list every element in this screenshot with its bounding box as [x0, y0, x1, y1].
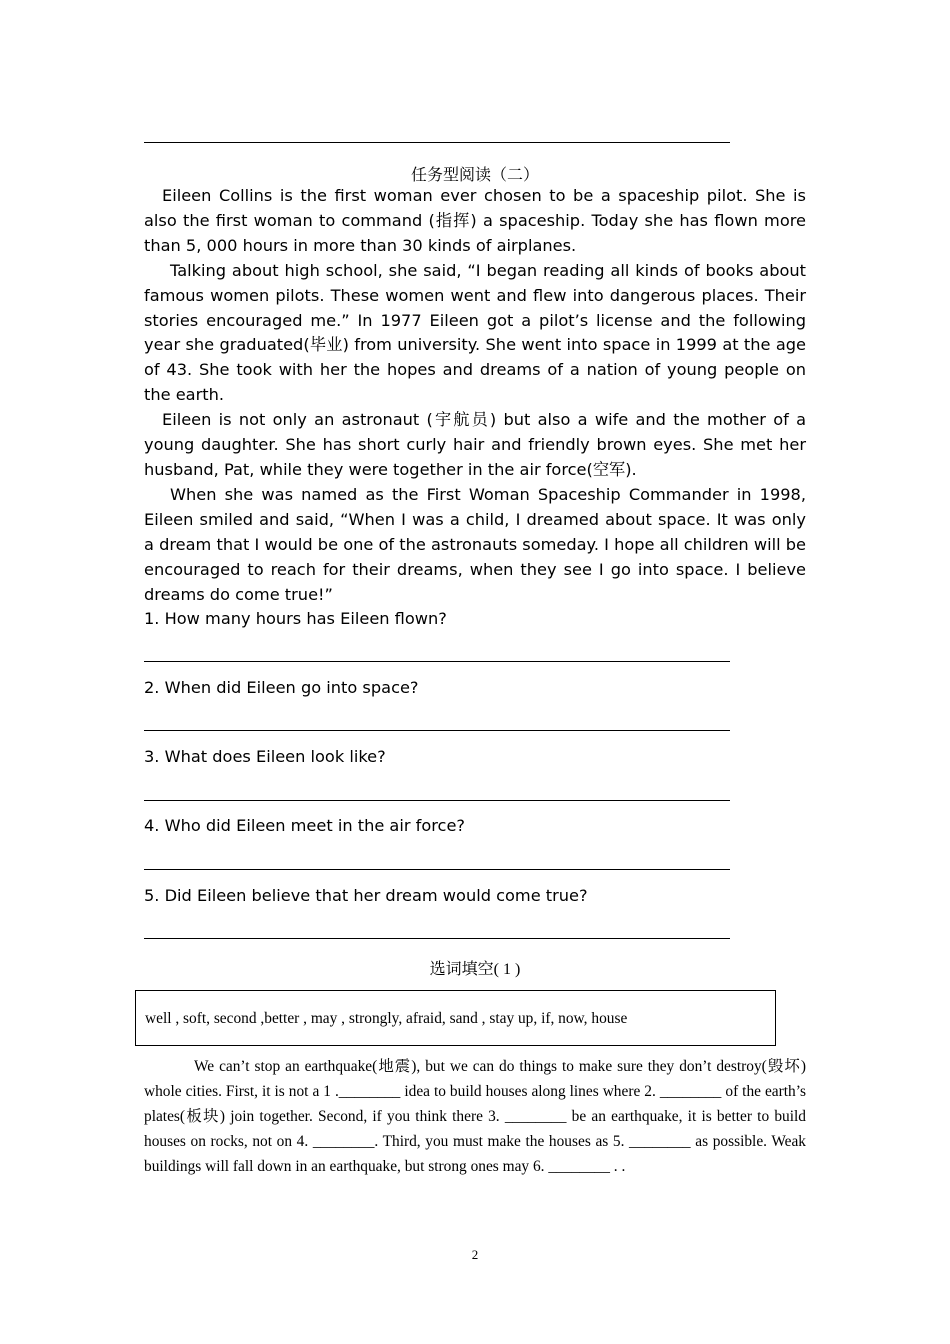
reading-passage [144, 184, 806, 607]
answer-line-2[interactable] [144, 730, 730, 731]
top-divider-line [144, 142, 730, 143]
word-bank-text: well , soft, second ,better , may , strongly, afraid, sand , stay up, if, now, house [145, 1010, 628, 1027]
answer-line-1[interactable] [144, 661, 730, 662]
word-bank-box [135, 990, 776, 1046]
question-2: 2. When did Eileen go into space? [144, 678, 419, 697]
passage-paragraph-3: Eileen is not only an astronaut (宇航员) but also a wife and the mother of a young daughter. She has short curly hair and friendly brown eyes. She met her husband, Pat, while they were together in the air force(空军). [144, 410, 806, 479]
section-title-task-reading: 任务型阅读（二） [410, 165, 539, 184]
question-5: 5. Did Eileen believe that her dream would come true? [144, 886, 588, 905]
cloze-paragraph: We can’t stop an earthquake(地震), but we can do things to make sure they don’t destroy(毁坏) whole cities. First, it is not a 1 .________ idea to build houses along lines where 2. ________ of the earth’s plates(板块) join together. Second, if you think there 3. ________ be an earthquake, it is better to build houses on rocks, not on 4. ________. Third, you must make the houses as 5. ________ as possible. Weak buildings will fall down in an earthquake, but strong ones may 6. ________ . . [144, 1058, 806, 1175]
question-4: 4. Who did Eileen meet in the air force? [144, 816, 466, 835]
answer-line-5[interactable] [144, 938, 730, 939]
question-3: 3. What does Eileen look like? [144, 747, 386, 766]
page-number: 2 [471, 1247, 479, 1262]
cloze-passage [144, 1054, 806, 1179]
section-title-word-fill: 选词填空( 1 ) [429, 961, 521, 978]
question-1: 1. How many hours has Eileen flown? [144, 609, 447, 628]
answer-line-3[interactable] [144, 800, 730, 801]
passage-paragraph-1: Eileen Collins is the first woman ever chosen to be a spaceship pilot. She is also the first woman to command (指挥) a spaceship. Today she has flown more than 5, 000 hours in more than 30 kinds of airplanes. [144, 186, 806, 255]
passage-paragraph-4: When she was named as the First Woman Spaceship Commander in 1998, Eileen smiled and said, “When I was a child, I dreamed about space. It was only a dream that I would be one of the astronauts someday. I hope all children will be encouraged to reach for their dreams, when they see I go into space. I believe dreams do come true!” [144, 484, 806, 604]
passage-paragraph-2: Talking about high school, she said, “I began reading all kinds of books about famous women pilots. These women went and flew into dangerous places. Their stories encouraged me.” In 1977 Eileen got a pilot’s license and the following year she graduated(毕业) from university. She went into space in 1999 at the age of 43. She took with her the hopes and dreams of a nation of young people on the earth. [144, 260, 806, 405]
answer-line-4[interactable] [144, 869, 730, 870]
